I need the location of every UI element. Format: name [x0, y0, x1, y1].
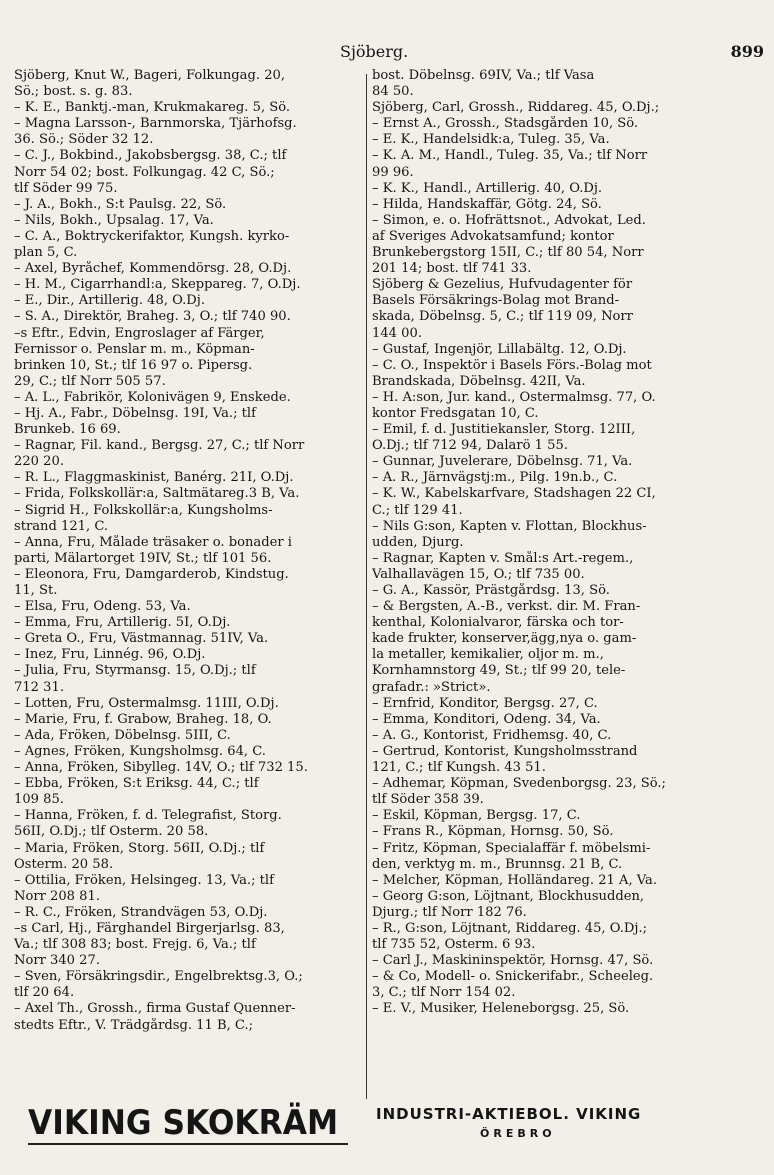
- ad-underline: [28, 1143, 348, 1145]
- directory-line: – Hj. A., Fabr., Döbelnsg. 19I, Va.; tlf: [14, 405, 256, 421]
- directory-line: – Simon, e. o. Hofrättsnot., Advokat, Led.: [372, 212, 646, 228]
- directory-line: Fernissor o. Penslar m. m., Köpman-: [14, 341, 255, 357]
- directory-line: – H. M., Cigarrhandl:a, Skeppareg. 7, Ö.Dj.: [14, 277, 301, 293]
- directory-line: – S. A., Direktör, Braheg. 3, Ö.; tlf 740 90.: [14, 309, 291, 325]
- directory-line: 712 31.: [14, 679, 64, 695]
- directory-line: – Emma, Fru, Artillerig. 5I, Ö.Dj.: [14, 615, 231, 631]
- directory-line: Ö.Dj.; tlf 712 94, Dalarö 1 55.: [372, 438, 568, 454]
- directory-line: Sjöberg, Knut W., Bageri, Folkungag. 20,: [14, 68, 286, 83]
- right-column: [372, 68, 764, 1018]
- directory-line: 121, C.; tlf Kungsh. 43 51.: [372, 760, 546, 776]
- directory-line: –s Eftr., Edvin, Engroslager af Färger,: [14, 325, 265, 341]
- directory-line: – Adhemar, Köpman, Svedenborgsg. 23, Sö.;: [372, 776, 666, 792]
- directory-line: Norr 54 02; bost. Folkungag. 42 C, Sö.;: [14, 164, 275, 180]
- directory-line: – Anna, Fru, Målade träsaker o. bonader i: [14, 534, 292, 550]
- directory-line: – Greta O., Fru, Västmannag. 51IV, Va.: [14, 631, 269, 647]
- directory-line: – Ernfrid, Konditor, Bergsg. 27, C.: [372, 695, 598, 711]
- directory-line: – Ebba, Fröken, S:t Eriksg. 44, C.; tlf: [14, 776, 259, 792]
- directory-line: Sjöberg & Gezelius, Hufvudagenter för: [372, 277, 633, 293]
- directory-line: – Eleonora, Fru, Damgarderob, Kindstug.: [14, 566, 289, 582]
- directory-line: – Elsa, Fru, Odeng. 53, Va.: [14, 599, 191, 615]
- directory-line: C.; tlf 129 41.: [372, 502, 463, 518]
- directory-line: Österm. 20 58.: [14, 856, 114, 872]
- left-column: [14, 68, 362, 1034]
- page-number: 899: [730, 42, 764, 61]
- directory-line: – A. G., Kontorist, Fridhemsg. 40, C.: [372, 727, 612, 743]
- directory-line: 144 00.: [372, 325, 422, 341]
- directory-line: Va.; tlf 308 83; bost. Frejg. 6, Va.; tlf: [14, 937, 256, 953]
- directory-line: – Hanna, Fröken, f. d. Telegrafist, Storg.: [14, 808, 282, 824]
- directory-line: udden, Djurg.: [372, 534, 464, 550]
- directory-line: 220 20.: [14, 454, 64, 470]
- directory-line: – K. K., Handl., Artillerig. 40, Ö.Dj.: [372, 180, 603, 196]
- directory-line: Sjöberg, Carl, Grossh., Riddareg. 45, Ö.Dj.;: [372, 100, 660, 116]
- advertisement: [28, 1103, 748, 1153]
- directory-line: – Marie, Fru, f. Grabow, Braheg. 18, Ö.: [14, 711, 272, 727]
- directory-line: – C. O., Inspektör i Basels Förs.-Bolag mot: [372, 357, 652, 373]
- directory-line: – Lotten, Fru, Östermalmsg. 11III, Ö.Dj.: [14, 695, 279, 711]
- directory-line: – Axel Th., Grossh., firma Gustaf Quenner-: [14, 1001, 296, 1017]
- directory-line: – A. R., Järnvägstj:m., Pilg. 19n.b., C.: [372, 470, 618, 486]
- directory-line: – Sigrid H., Folkskollär:a, Kungsholms-: [14, 502, 273, 518]
- directory-line: – Emil, f. d. Justitiekansler, Storg. 12III,: [372, 422, 636, 438]
- directory-line: 109 85.: [14, 792, 64, 808]
- directory-line: – Ernst A., Grossh., Stadsgården 10, Sö.: [372, 116, 639, 132]
- directory-line: skada, Döbelnsg. 5, C.; tlf 119 09, Norr: [372, 309, 633, 325]
- directory-line: – & Co, Modell- o. Snickerifabr., Scheeleg.: [372, 969, 654, 985]
- directory-line: strand 121, C.: [14, 518, 109, 534]
- directory-line: Brandskada, Döbelnsg. 42II, Va.: [372, 373, 586, 389]
- directory-line: – R. C., Fröken, Strandvägen 53, Ö.Dj.: [14, 904, 268, 920]
- directory-line: – Ada, Fröken, Döbelnsg. 5III, C.: [14, 727, 231, 743]
- directory-line: – Frida, Folkskollär:a, Saltmätareg.3 B, Va.: [14, 486, 300, 502]
- directory-line: – Sven, Försäkringsdir., Engelbrektsg.3, Ö.;: [14, 969, 303, 985]
- directory-line: – Ragnar, Kapten v. Smål:s Art.-regem.,: [372, 550, 634, 566]
- directory-line: plan 5, C.: [14, 245, 78, 261]
- directory-line: Norr 340 27.: [14, 953, 100, 969]
- directory-line: Brunkebergstorg 15II, C.; tlf 80 54, Norr: [372, 245, 644, 261]
- directory-line: – K. E., Banktj.-man, Krukmakareg. 5, Sö.: [14, 100, 291, 116]
- directory-line: – E., Dir., Artillerig. 48, Ö.Dj.: [14, 293, 206, 309]
- directory-line: 11, St.: [14, 583, 58, 598]
- directory-line: 3, C.; tlf Norr 154 02.: [372, 985, 516, 1001]
- directory-line: – K. A. M., Handl., Tuleg. 35, Va.; tlf Norr: [372, 148, 648, 164]
- directory-line: – E. K., Handelsidk:a, Tuleg. 35, Va.: [372, 132, 610, 148]
- directory-line: – Melcher, Köpman, Holländareg. 21 A, Va.: [372, 872, 658, 888]
- directory-line: tlf Söder 358 39.: [372, 792, 484, 808]
- directory-line: – E. V., Musiker, Heleneborgsg. 25, Sö.: [372, 1001, 630, 1017]
- directory-line: – Nils, Bokh., Upsalag. 17, Va.: [14, 212, 214, 228]
- directory-line: – A. L., Fabrikör, Kolonivägen 9, Enskede.: [14, 389, 291, 405]
- directory-line: – Gertrud, Kontorist, Kungsholmsstrand: [372, 743, 638, 759]
- directory-line: tlf 20 64.: [14, 985, 75, 1001]
- directory-line: af Sveriges Advokatsamfund; kontor: [372, 228, 614, 244]
- directory-line: – K. W., Kabelskarfvare, Stadshagen 22 CI,: [372, 486, 656, 502]
- directory-line: kade frukter, konserver,ägg,nya o. gam-: [372, 631, 637, 647]
- ad-brand: VIKING SKOKRÄM: [28, 1103, 339, 1143]
- directory-line: – Gunnar, Juvelerare, Döbelnsg. 71, Va.: [372, 454, 633, 470]
- directory-line: grafadr.: »Strict».: [372, 679, 491, 695]
- directory-line: – C. J., Bokbind., Jakobsbergsg. 38, C.; tlf: [14, 148, 287, 164]
- directory-line: – R. L., Flaggmaskinist, Banérg. 21I, Ö.Dj.: [14, 470, 294, 486]
- directory-line: Brunkeb. 16 69.: [14, 422, 121, 438]
- directory-line: – Nils G:son, Kapten v. Flottan, Blockhus-: [372, 518, 647, 534]
- directory-line: – Inez, Fru, Linnég. 96, Ö.Dj.: [14, 647, 206, 663]
- directory-line: – Ottilia, Fröken, Helsingeg. 13, Va.; tlf: [14, 872, 274, 888]
- directory-line: – C. A., Boktryckerifaktor, Kungsh. kyrko-: [14, 228, 290, 244]
- directory-line: kenthal, Kolonialvaror, färska och tor-: [372, 615, 624, 631]
- directory-line: Basels Försäkrings-Bolag mot Brand-: [372, 293, 620, 309]
- page-title: Sjöberg.: [340, 42, 409, 61]
- directory-line: – J. A., Bokh., S:t Paulsg. 22, Sö.: [14, 196, 227, 212]
- directory-line: Kornhamnstorg 49, St.; tlf 99 20, tele-: [372, 663, 626, 679]
- directory-line: – Fritz, Köpman, Specialaffär f. möbelsmi-: [372, 840, 651, 856]
- directory-line: 201 14; bost. tlf 741 33.: [372, 261, 532, 277]
- directory-line: 56II, Ö.Dj.; tlf Österm. 20 58.: [14, 824, 209, 840]
- directory-line: – Ragnar, Fil. kand., Bergsg. 27, C.; tlf Norr: [14, 438, 305, 454]
- directory-line: – Maria, Fröken, Storg. 56II, Ö.Dj.; tlf: [14, 840, 265, 856]
- directory-line: 99 96.: [372, 164, 414, 180]
- directory-line: den, verktyg m. m., Brunnsg. 21 B, C.: [372, 856, 623, 872]
- page-header: [0, 42, 774, 66]
- directory-line: – Agnes, Fröken, Kungsholmsg. 64, C.: [14, 743, 266, 759]
- directory-line: brinken 10, St.; tlf 16 97 o. Pipersg.: [14, 357, 253, 373]
- directory-line: – G. A., Kassör, Prästgårdsg. 13, Sö.: [372, 583, 610, 598]
- directory-line: la metaller, kemikalier, oljor m. m.,: [372, 647, 604, 663]
- directory-line: Norr 208 81.: [14, 888, 100, 904]
- directory-line: 84 50.: [372, 84, 414, 100]
- directory-line: – Emma, Konditori, Odeng. 34, Va.: [372, 711, 601, 727]
- directory-line: tlf Söder 99 75.: [14, 180, 118, 196]
- ad-company: INDUSTRI-AKTIEBOL. VIKING: [376, 1105, 642, 1123]
- directory-line: Sö.; bost. s. g. 83.: [14, 84, 133, 100]
- directory-line: kontor Fredsgatan 10, C.: [372, 405, 539, 421]
- directory-line: – & Bergsten, A.-B., verkst. dir. M. Fran-: [372, 599, 641, 615]
- directory-line: – Carl J., Maskininspektör, Hornsg. 47, Sö.: [372, 953, 654, 969]
- directory-line: Valhallavägen 15, Ö.; tlf 735 00.: [372, 566, 585, 582]
- directory-line: Djurg.; tlf Norr 182 76.: [372, 904, 527, 920]
- directory-line: – Julia, Fru, Styrmansg. 15, Ö.Dj.; tlf: [14, 663, 256, 679]
- directory-line: tlf 735 52, Österm. 6 93.: [372, 937, 536, 953]
- directory-line: – Eskil, Köpman, Bergsg. 17, C.: [372, 808, 581, 824]
- directory-line: – R., G:son, Löjtnant, Riddareg. 45, Ö.Dj.;: [372, 920, 648, 936]
- directory-line: –s Carl, Hj., Färghandel Birgerjarlsg. 83,: [14, 920, 285, 936]
- directory-line: – Frans R., Köpman, Hornsg. 50, Sö.: [372, 824, 614, 840]
- directory-line: – H. A:son, Jur. kand., Östermalmsg. 77, Ö.: [372, 389, 656, 405]
- directory-line: – Hilda, Handskaffär, Götg. 24, Sö.: [372, 196, 602, 212]
- directory-line: bost. Döbelnsg. 69IV, Va.; tlf Vasa: [372, 68, 595, 83]
- ad-city: ÖREBRO: [480, 1127, 556, 1140]
- directory-line: 29, C.; tlf Norr 505 57.: [14, 373, 166, 389]
- column-divider: [366, 74, 367, 1099]
- directory-line: – Georg G:son, Löjtnant, Blockhusudden,: [372, 888, 645, 904]
- directory-line: parti, Mälartorget 19IV, St.; tlf 101 56.: [14, 550, 272, 566]
- directory-line: – Gustaf, Ingenjör, Lillabältg. 12, Ö.Dj.: [372, 341, 627, 357]
- directory-line: – Magna Larsson-, Barnmorska, Tjärhofsg.: [14, 116, 297, 132]
- directory-line: stedts Eftr., V. Trädgårdsg. 11 B, C.;: [14, 1017, 254, 1033]
- directory-line: – Anna, Fröken, Sibylleg. 14V, Ö.; tlf 732 15.: [14, 760, 308, 776]
- directory-line: – Axel, Byråchef, Kommendörsg. 28, Ö.Dj.: [14, 261, 292, 277]
- directory-line: 36. Sö.; Söder 32 12.: [14, 132, 154, 148]
